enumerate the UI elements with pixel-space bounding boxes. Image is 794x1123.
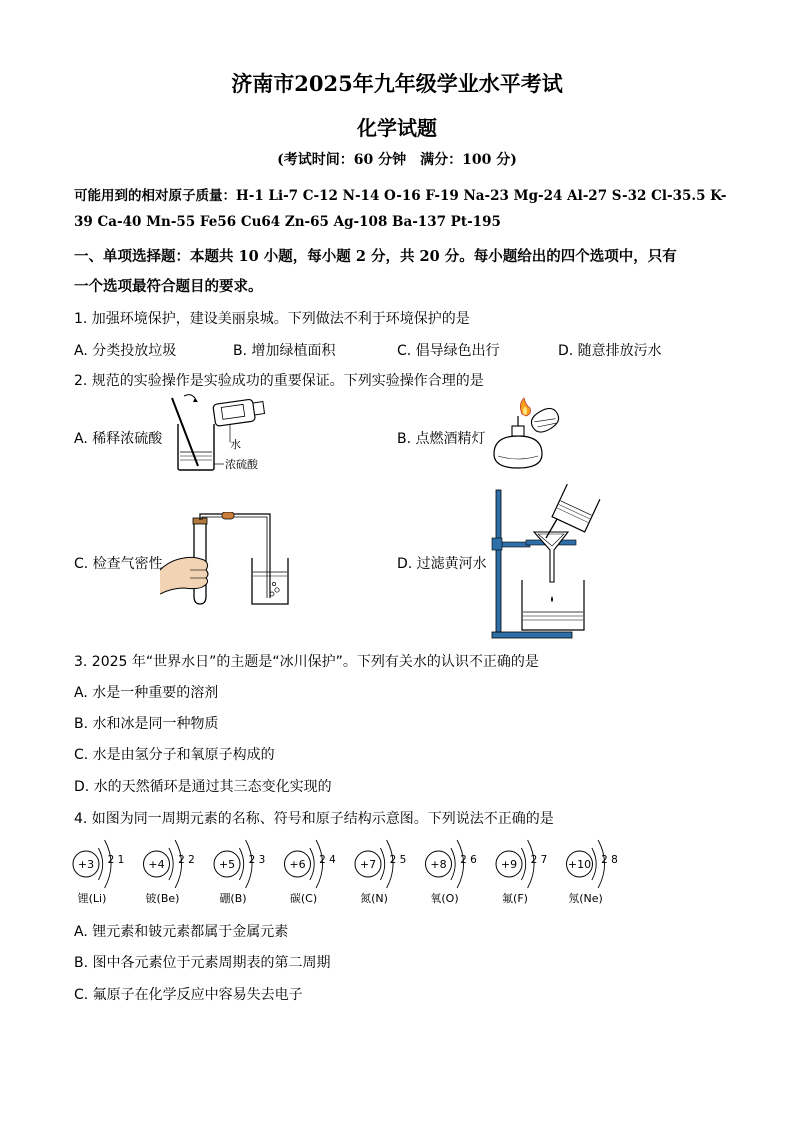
atomic-masses-line-2: 39 Ca-40 Mn-55 Fe56 Cu64 Zn-65 Ag-108 Ba-137 Pt-195 [74,214,501,230]
nucleus-charge: +4 [148,858,165,871]
element-name: 氟(F) [502,892,528,905]
atom-diagram-7 [567,840,618,905]
page-title: 济南市2025年九年级学业水平考试 [231,71,563,96]
question-3-option-c[interactable]: C. 水是由氢分子和氧原子构成的 [74,747,275,763]
question-4-stem: 4. 如图为同一周期元素的名称、符号和原子结构示意图。下列说法不正确的是 [74,811,554,827]
question-4-option-a[interactable]: A. 锂元素和铍元素都属于金属元素 [74,924,289,940]
question-1-option-d[interactable]: D. 随意排放污水 [558,343,662,359]
atom-diagram-5 [426,840,478,905]
nucleus-charge: +10 [567,858,592,871]
element-name: 氧(O) [430,892,459,905]
airtightness-figure [160,512,292,610]
question-4-option-c[interactable]: C. 氟原子在化学反应中容易失去电子 [74,987,303,1003]
element-name: 碳(C) [289,892,318,905]
electron-counts: 2 8 [601,854,618,866]
dilution-figure [168,392,284,476]
atom-diagram-3 [285,840,337,905]
question-2-option-c[interactable]: C. 检查气密性 [74,556,163,572]
question-2-option-d[interactable]: D. 过滤黄河水 [397,556,487,572]
electron-counts: 2 5 [389,854,407,866]
electron-counts: 2 7 [530,854,548,866]
question-1-option-b[interactable]: B. 增加绿植面积 [233,343,336,359]
atom-diagram-2 [214,840,265,905]
element-name: 氖(Ne) [568,892,603,905]
section-heading-line-2: 一个选项最符合题目的要求。 [74,278,263,295]
question-3-stem: 3. 2025 年“世界水日”的主题是“冰川保护”。下列有关水的认识不正确的是 [74,654,539,670]
nucleus-charge: +3 [77,858,95,871]
question-4-option-b[interactable]: B. 图中各元素位于元素周期表的第二周期 [74,955,331,971]
label-water: 水 [230,438,241,451]
question-1-stem: 1. 加强环境保护，建设美丽泉城。下列做法不利于环境保护的是 [74,311,470,327]
question-1-option-c[interactable]: C. 倡导绿色出行 [397,343,500,359]
electron-counts: 2 6 [460,854,477,866]
atomic-structure-diagram [68,836,638,910]
section-heading-line-1: 一、单项选择题：本题共 10 小题，每小题 2 分，共 20 分。每小题给出的四个选项中，只有 [74,248,677,265]
question-1-option-a[interactable]: A. 分类投放垃圾 [74,343,177,359]
atom-diagram-1 [144,840,195,905]
electron-counts: 2 4 [319,854,336,866]
atom-diagram-4 [355,840,406,905]
question-2-stem: 2. 规范的实验操作是实验成功的重要保证。下列实验操作合理的是 [74,373,484,389]
nucleus-charge: +6 [289,858,306,871]
element-name: 锂(Li) [77,892,107,905]
electron-counts: 2 3 [248,854,266,866]
label-conc-acid: 浓硫酸 [225,458,258,471]
element-name: 铍(Be) [145,892,180,905]
element-name: 氮(N) [360,892,388,905]
nucleus-charge: +5 [218,858,236,871]
atom-diagram-6 [496,840,547,905]
question-3-option-d[interactable]: D. 水的天然循环是通过其三态变化实现的 [74,779,332,795]
question-3-option-b[interactable]: B. 水和冰是同一种物质 [74,716,219,732]
element-name: 硼(B) [219,892,247,905]
subject-title: 化学试题 [357,116,437,140]
filtration-figure [488,484,608,640]
nucleus-charge: +8 [430,858,447,871]
question-2-option-b[interactable]: B. 点燃酒精灯 [397,431,486,447]
question-2-option-a[interactable]: A. 稀释浓硫酸 [74,431,163,447]
nucleus-charge: +7 [359,858,377,871]
atomic-masses-line-1: 可能用到的相对原子质量：H-1 Li-7 C-12 N-14 O-16 F-19 Na-23 Mg-24 Al-27 S-32 Cl-35.5 K- [74,188,727,204]
atom-diagram-0 [73,840,124,905]
alcohol-lamp-figure [488,396,570,478]
electron-counts: 2 1 [107,854,125,866]
question-3-option-a[interactable]: A. 水是一种重要的溶剂 [74,685,219,701]
electron-counts: 2 2 [178,854,195,866]
exam-info: (考试时间：60 分钟 满分：100 分) [277,152,517,168]
nucleus-charge: +9 [500,858,518,871]
